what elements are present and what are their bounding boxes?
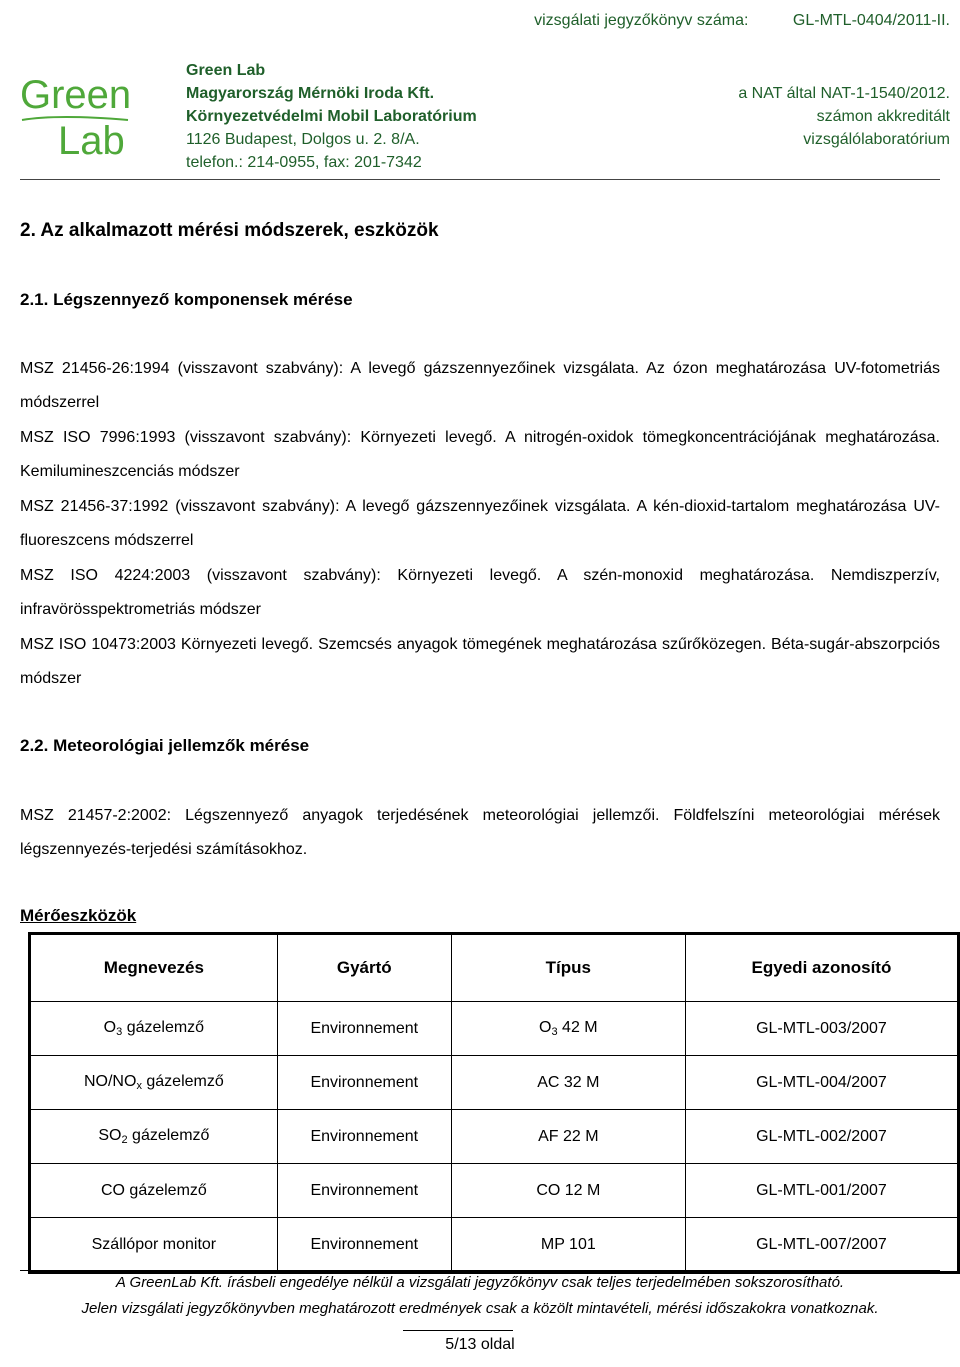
company-phone: telefon.: 214-0955, fax: 201-7342 xyxy=(186,154,422,171)
table-row xyxy=(30,1164,959,1218)
standard-co: MSZ ISO 4224:2003 (visszavont szabvány): Környezeti levegő. A szén-monoxid meghatározása. Nemdiszperzív, infravörösspektrometriás módszer xyxy=(20,567,940,618)
equipment-table xyxy=(28,932,960,1274)
header-type: Típus xyxy=(451,934,685,1002)
accreditation-line2: számon akkreditált xyxy=(816,108,950,125)
cell-maker: Environnement xyxy=(277,1056,451,1110)
accreditation-line3: vizsgálólaboratórium xyxy=(803,131,950,148)
company-name: Green Lab xyxy=(186,62,266,79)
subsection-title-meteorology: 2.2. Meteorológiai jellemzők mérése xyxy=(20,736,310,755)
section-title: 2. Az alkalmazott mérési módszerek, eszközök xyxy=(20,220,439,241)
cell-name: $SO_2$ gázelemző xyxy=(30,1110,278,1164)
header-maker: Gyártó xyxy=(277,934,451,1002)
cell-maker: Environnement xyxy=(277,1164,451,1218)
accreditation-info xyxy=(738,82,950,151)
subsection-title-pollutants: 2.1. Légszennyező komponensek mérése xyxy=(20,290,353,309)
company-address: 1126 Budapest, Dolgos u. 2. 8/A. xyxy=(186,131,420,148)
header-divider xyxy=(20,179,940,180)
cell-maker: Environnement xyxy=(277,1110,451,1164)
company-line3: Környezetvédelmi Mobil Laboratórium xyxy=(186,108,477,125)
standard-so2: MSZ 21456-37:1992 (visszavont szabvány): A levegő gázszennyezőinek vizsgálata. A kén-dioxid-tartalom meghatározása UV-fluoreszcens módszerrel xyxy=(20,498,940,549)
accreditation-line1: a NAT által NAT-1-1540/2012. xyxy=(738,85,950,102)
cell-type: AC 32 M xyxy=(451,1056,685,1110)
cell-name: $O_3$ gázelemző xyxy=(30,1002,278,1056)
cell-maker: Environnement xyxy=(277,1218,451,1273)
equipment-heading: Mérőeszközök xyxy=(20,906,137,925)
table-row xyxy=(30,1110,959,1164)
cell-type: AF 22 M xyxy=(451,1110,685,1164)
cell-name: $NO/NO_x$ gázelemző xyxy=(30,1056,278,1110)
logo-text-lab: Lab xyxy=(58,119,125,163)
standard-ozone: MSZ 21456-26:1994 (visszavont szabvány): A levegő gázszennyezőinek vizsgálata. Az ózon meghatározása UV-fotometriás módszerrel xyxy=(20,360,940,411)
table-header-row xyxy=(30,934,959,1002)
company-info xyxy=(186,59,477,174)
page-number-divider xyxy=(403,1330,513,1331)
footer-validity-note: Jelen vizsgálati jegyzőkönyvben meghatározott eredmények csak a közölt mintavételi, mérési időszakokra vonatkoznak. xyxy=(81,1300,879,1317)
cell-name: Szállópor monitor xyxy=(30,1218,278,1273)
cell-type: MP 101 xyxy=(451,1218,685,1273)
cell-id: GL-MTL-003/2007 xyxy=(685,1002,958,1056)
standard-particulate: MSZ ISO 10473:2003 Környezeti levegő. Szemcsés anyagok tömegének meghatározása szűrőközegen. Béta-sugár-abszorpciós módszer xyxy=(20,636,940,687)
table-row xyxy=(30,1002,959,1056)
header-name: Megnevezés xyxy=(30,934,278,1002)
standard-nox: MSZ ISO 7996:1993 (visszavont szabvány): Környezeti levegő. A nitrogén-oxidok tömegkoncentrációjának meghatározása. Kemilumineszcenciás módszer xyxy=(20,429,940,480)
cell-name: CO gázelemző xyxy=(30,1164,278,1218)
cell-type: CO 12 M xyxy=(451,1164,685,1218)
cell-id: GL-MTL-007/2007 xyxy=(685,1218,958,1273)
report-number-value: GL-MTL-0404/2011-II. xyxy=(792,12,950,29)
cell-id: GL-MTL-002/2007 xyxy=(685,1110,958,1164)
green-lab-logo xyxy=(18,74,136,166)
table-row xyxy=(30,1056,959,1110)
table-row xyxy=(30,1218,959,1273)
company-line2: Magyarország Mérnöki Iroda Kft. xyxy=(186,85,435,102)
page-number: 5/13 oldal xyxy=(445,1336,515,1353)
report-number-line xyxy=(534,12,950,30)
report-number-label: vizsgálati jegyzőkönyv száma: xyxy=(534,12,749,29)
logo-text-green: Green xyxy=(20,74,132,117)
cell-type: $O_3$ 42 M xyxy=(451,1002,685,1056)
footer-copyright-note: A GreenLab Kft. írásbeli engedélye nélkül a vizsgálati jegyzőkönyv csak teljes terjedelmében sokszorosítható. xyxy=(115,1274,845,1291)
cell-id: GL-MTL-001/2007 xyxy=(685,1164,958,1218)
header-id: Egyedi azonosító xyxy=(685,934,958,1002)
standard-meteorology: MSZ 21457-2:2002: Légszennyező anyagok terjedésének meteorológiai jellemzői. Földfelszíni meteorológiai mérések légszennyezés-terjedési számításokhoz. xyxy=(20,807,940,858)
cell-maker: Environnement xyxy=(277,1002,451,1056)
cell-id: GL-MTL-004/2007 xyxy=(685,1056,958,1110)
footer-divider xyxy=(20,1270,940,1271)
